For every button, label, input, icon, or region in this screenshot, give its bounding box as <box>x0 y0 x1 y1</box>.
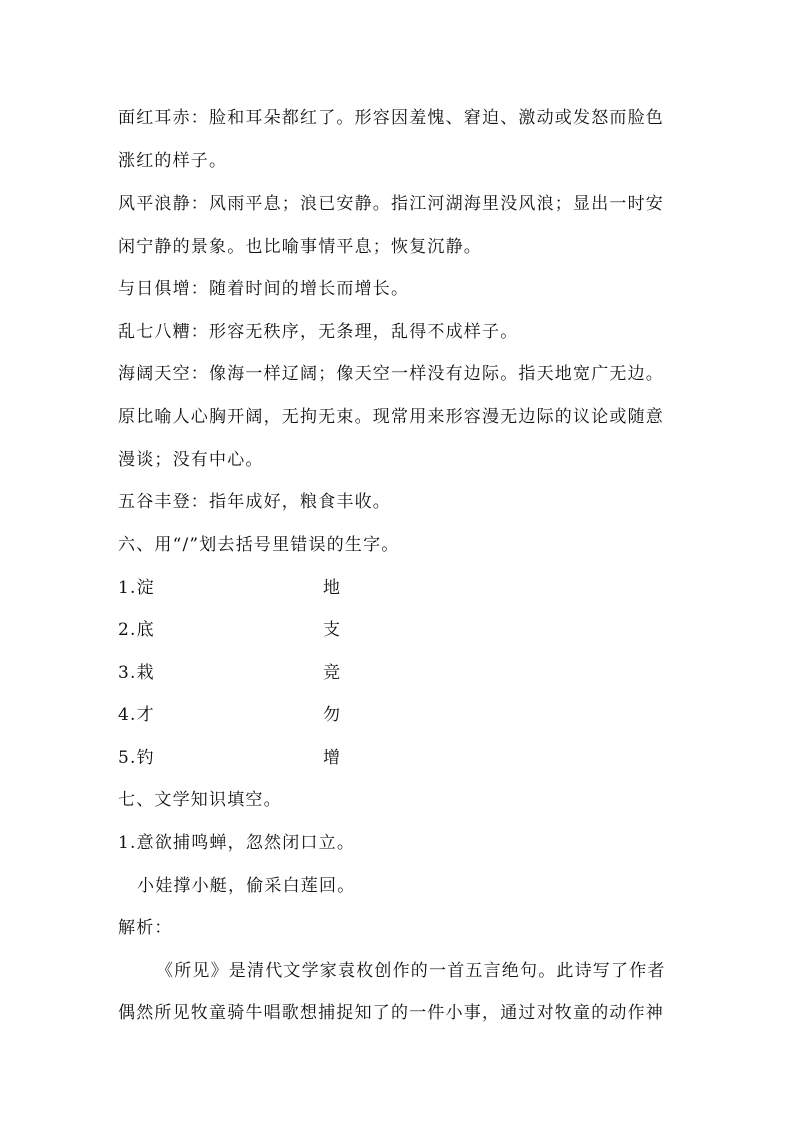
idiom-wuzufengdeng: 五谷丰登：指年成好，粮食丰收。 <box>118 492 391 512</box>
section6-item-option: 支 <box>323 620 342 640</box>
section6-item-option: 勿 <box>323 705 342 725</box>
idiom-fengpinglangjing-line1: 风平浪静：风雨平息；浪已安静。指江河湖海里没风浪；显出一时安 <box>118 194 664 214</box>
idiom-fengpinglangjing-line2: 闲宁静的景象。也比喻事情平息；恢复沉静。 <box>118 237 482 257</box>
section6-item-4 <box>118 704 342 726</box>
section6-item-label: 5.钓 <box>118 748 155 768</box>
section6-item-label: 1.淀 <box>118 578 155 598</box>
idiom-luanqibazao: 乱七八糟：形容无秩序，无条理，乱得不成样子。 <box>118 322 519 342</box>
idiom-yurijuzeng: 与日俱增：随着时间的增长而增长。 <box>118 279 410 299</box>
section6-item-label: 4.才 <box>118 705 155 725</box>
section7-item-1: 1.意欲捕鸣蝉，忽然闭口立。 <box>118 833 356 853</box>
section6-item-2 <box>118 619 342 641</box>
section6-item-label: 3.栽 <box>118 663 155 683</box>
section6-heading: 六、用“/”划去括号里错误的生字。 <box>118 535 400 555</box>
idiom-haikuotiankong-line1: 海阔天空：像海一样辽阔；像天空一样没有边际。指天地宽广无边。 <box>118 364 664 384</box>
idiom-haikuotiankong-line3: 漫谈；没有中心。 <box>118 450 264 470</box>
section7-item-1-line2: 小娃撑小艇，偷采白莲回。 <box>137 876 356 896</box>
section7-heading: 七、文学知识填空。 <box>118 790 282 810</box>
analysis-text-line2: 偶然所见牧童骑牛唱歌想捕捉知了的一件小事，通过对牧童的动作神 <box>118 1003 664 1023</box>
section6-item-option: 竞 <box>323 663 342 683</box>
section6-item-3 <box>118 662 342 684</box>
idiom-mianhongerchi-line2: 涨红的样子。 <box>118 151 228 171</box>
section6-item-1 <box>118 577 342 599</box>
section6-item-5 <box>118 747 342 769</box>
section6-item-option: 增 <box>323 748 342 768</box>
analysis-label: 解析： <box>118 918 173 938</box>
analysis-text-line1: 《所见》是清代文学家袁枚创作的一首五言绝句。此诗写了作者 <box>156 961 666 981</box>
section6-item-label: 2.底 <box>118 620 155 640</box>
idiom-mianhongerchi-line1: 面红耳赤：脸和耳朵都红了。形容因羞愧、窘迫、激动或发怒而脸色 <box>118 108 664 128</box>
section6-item-option: 地 <box>323 578 342 598</box>
idiom-haikuotiankong-line2: 原比喻人心胸开阔，无拘无束。现常用来形容漫无边际的议论或随意 <box>118 407 664 427</box>
